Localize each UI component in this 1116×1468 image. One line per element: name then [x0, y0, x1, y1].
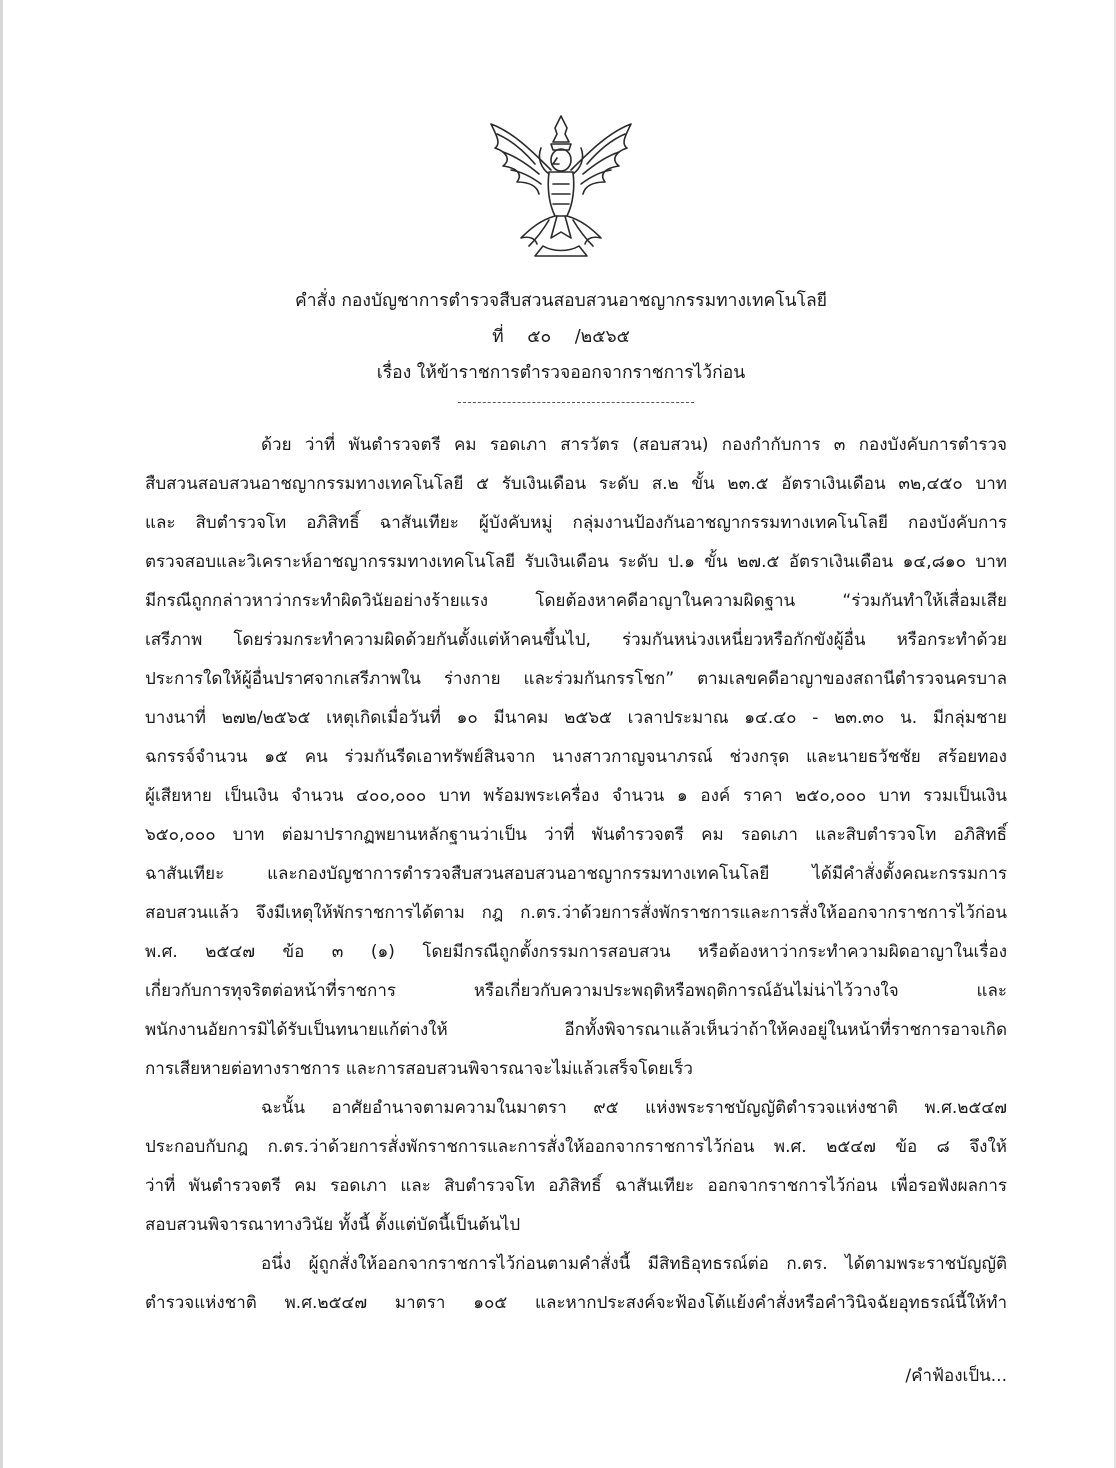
paragraph-line: เกี่ยวกับการทุจริตต่อหน้าที่ราชการ หรือเกี่ยวกับความประพฤติหรือพฤติการณ์อันไม่น่าไว้วางใจ และ: [145, 981, 1007, 1001]
paragraph-line: ประการใดให้ผู้อื่นปราศจากเสรีภาพใน ร่างกาย และร่วมกันกรรโชก” ตามเลขคดีอาญาของสถานีตำรวจนครบาล: [145, 669, 1007, 689]
paragraph-line: ว่าที่ พันตำรวจตรี คม รอดเภา และ สิบตำรวจโท อภิสิทธิ์ ฉาสันเทียะ ออกจากราชการไว้ก่อน เพื่อรอฟังผลการ: [145, 1176, 1007, 1196]
paragraph-line: สืบสวนสอบสวนอาชญากรรมทางเทคโนโลยี ๕ รับเงินเดือน ระดับ ส.๒ ขั้น ๒๓.๕ อัตราเงินเดือน ๓๒,๔๕๐ บาท: [145, 474, 1007, 494]
paragraph-line: เสรีภาพ โดยร่วมกระทำความผิดด้วยกันตั้งแต่ห้าคนขึ้นไป, ร่วมกันหน่วงเหนี่ยวหรือกักขังผู้อื่น หรือกระทำด้วย: [145, 630, 1007, 650]
paragraph-line: การเสียหายต่อทางราชการ และการสอบสวนพิจารณาจะไม่แล้วเสร็จโดยเร็ว: [145, 1059, 693, 1079]
paragraph-line: ฉาสันเทียะ และกองบัญชาการตำรวจสืบสวนสอบสวนอาชญากรรมทางเทคโนโลยี ได้มีคำสั่งตั้งคณะกรรมการ: [145, 864, 1007, 884]
paragraph-line: ฉกรรจ์จำนวน ๑๕ คน ร่วมกันรีดเอาทรัพย์สินจาก นางสาวกาญจนาภรณ์ ช่วงกรุด และนายธวัชชัย สร้อยทอง: [145, 747, 1007, 767]
paragraph-line: ฉะนั้น อาศัยอำนาจตามความในมาตรา ๙๕ แห่งพระราชบัญญัติตำรวจแห่งชาติ พ.ศ.๒๕๔๗: [261, 1098, 1007, 1118]
paragraph-line: สอบสวนแล้ว จึงมีเหตุให้พักราชการได้ตาม กฎ ก.ตร.ว่าด้วยการสั่งพักราชการและการสั่งให้ออกจากราชการไว้ก่อน: [145, 903, 1007, 923]
paragraph-line: บางนาที่ ๒๗๒/๒๕๖๕ เหตุเกิดเมื่อวันที่ ๑๐ มีนาคม ๒๕๖๕ เวลาประมาณ ๑๔.๔๐ - ๒๓.๓๐ น. มีกลุ่มชาย: [145, 708, 1007, 728]
paragraph-line: ประกอบกับกฎ ก.ตร.ว่าด้วยการสั่งพักราชการและการสั่งให้ออกจากราชการไว้ก่อน พ.ศ. ๒๕๔๗ ข้อ ๘ จึงให้: [145, 1137, 1007, 1157]
paragraph-line: ตำรวจแห่งชาติ พ.ศ.๒๕๔๗ มาตรา ๑๐๕ และหากประสงค์จะฟ้องโต้แย้งคำสั่งหรือคำวินิจฉัยอุทธรณ์นี้ให้ทำ: [145, 1293, 1007, 1313]
document-title: คำสั่ง กองบัญชาการตำรวจสืบสวนสอบสวนอาชญากรรมทางเทคโนโลยี: [295, 291, 827, 311]
paragraph-line: พนักงานอัยการมิได้รับเป็นทนายแก้ต่างให้ อีกทั้งพิจารณาแล้วเห็นว่าถ้าให้คงอยู่ในหน้าที่ราชการอาจเกิด: [145, 1020, 1007, 1040]
paragraph-line: ผู้เสียหาย เป็นเงิน จำนวน ๔๐๐,๐๐๐ บาท พร้อมพระเครื่อง จำนวน ๑ องค์ ราคา ๒๕๐,๐๐๐ บาท รวมเป็นเงิน: [145, 786, 1007, 806]
header-divider: [458, 402, 694, 403]
document-number: [3, 322, 1116, 350]
garuda-emblem-icon: [477, 112, 645, 260]
paragraph-line: สอบสวนพิจารณาทางวินัย ทั้งนี้ ตั้งแต่บัดนี้เป็นต้นไป: [145, 1215, 521, 1235]
paragraph-line: ด้วย ว่าที่ พันตำรวจตรี คม รอดเภา สารวัตร (สอบสวน) กองกำกับการ ๓ กองบังคับการตำรวจ: [261, 435, 1007, 455]
paragraph-line: มีกรณีถูกกล่าวหาว่ากระทำผิดวินัยอย่างร้ายแรง โดยต้องหาคดีอาญาในความผิดฐาน “ร่วมกันทำให้เสื่อมเสีย: [145, 591, 1007, 611]
document-subject: เรื่อง ให้ข้าราชการตำรวจออกจากราชการไว้ก่อน: [376, 363, 746, 383]
paragraph-line: พ.ศ. ๒๕๔๗ ข้อ ๓ (๑) โดยมีกรณีถูกตั้งกรรมการสอบสวน หรือต้องหาว่ากระทำความผิดอาญาในเรื่อง: [145, 942, 1007, 962]
paragraph-line: ตรวจสอบและวิเคราะห์อาชญากรรมทางเทคโนโลยี รับเงินเดือน ระดับ ป.๑ ขั้น ๒๗.๕ อัตราเงินเดือน ๑๔,๘๑๐ บาท: [145, 552, 1007, 572]
document-number-value: ๕๐ /๒๕๖๕: [527, 327, 630, 347]
paragraph-line: และ สิบตำรวจโท อภิสิทธิ์ ฉาสันเทียะ ผู้บังคับหมู่ กลุ่มงานป้องกันอาชญากรรมทางเทคโนโลยี กองบังคับการ: [145, 513, 1007, 533]
page-continuation: /คำฟ้องเป็น...: [905, 1366, 1007, 1386]
paragraph-line: อนึ่ง ผู้ถูกสั่งให้ออกจากราชการไว้ก่อนตามคำสั่งนี้ มีสิทธิอุทธรณ์ต่อ ก.ตร. ได้ตามพระราชบัญญัติ: [261, 1254, 1007, 1274]
paragraph-line: ๖๕๐,๐๐๐ บาท ต่อมาปรากฏพยานหลักฐานว่าเป็น ว่าที่ พันตำรวจตรี คม รอดเภา และสิบตำรวจโท อภิสิทธิ์: [145, 825, 1007, 845]
document-number-label: ที่: [492, 327, 504, 347]
